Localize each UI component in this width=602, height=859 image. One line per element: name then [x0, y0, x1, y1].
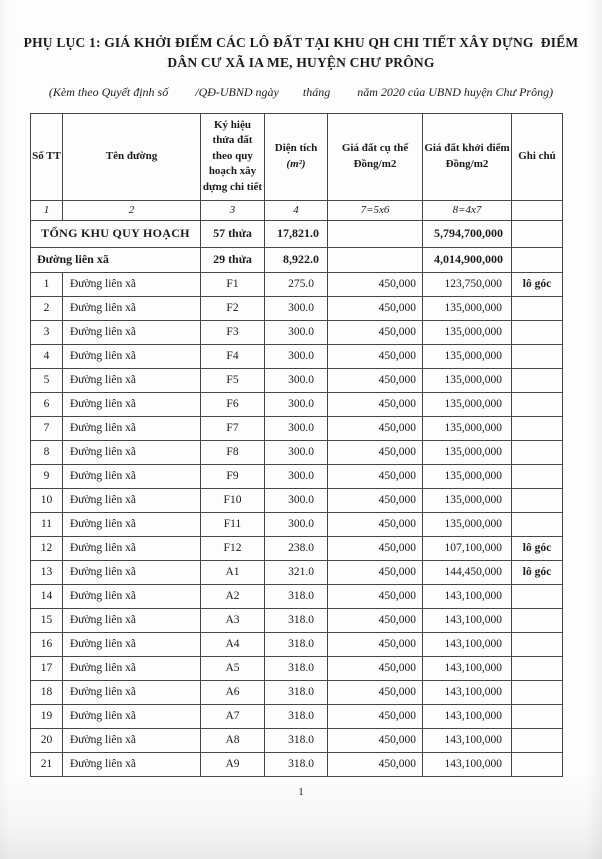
street-name: Đường liên xã [63, 488, 201, 512]
row-index: 8 [31, 440, 63, 464]
col-header-area: Diện tích (m²) [265, 113, 328, 200]
street-name: Đường liên xã [63, 272, 201, 296]
area-value: 275.0 [265, 272, 328, 296]
area-value: 300.0 [265, 368, 328, 392]
area-value: 300.0 [265, 320, 328, 344]
parcel-code: F2 [201, 296, 265, 320]
table-header-row [31, 113, 563, 200]
col-header-starting-price: Giá đất khởi điểm Đồng/m2 [423, 113, 512, 200]
unit-price-value: 450,000 [328, 536, 423, 560]
starting-price-value: 143,100,000 [423, 704, 512, 728]
note-value [512, 368, 563, 392]
parcel-code: A8 [201, 728, 265, 752]
note-value [512, 320, 563, 344]
table-row [31, 536, 563, 560]
street-name: Đường liên xã [63, 608, 201, 632]
note-value [512, 416, 563, 440]
starting-price-value: 135,000,000 [423, 296, 512, 320]
street-name: Đường liên xã [63, 320, 201, 344]
unit-price-value: 450,000 [328, 272, 423, 296]
table-row [31, 680, 563, 704]
col-header-parcel-code: Ký hiệu thửa đất theo quy hoạch xây dựng chi tiết [201, 113, 265, 200]
parcel-code: A3 [201, 608, 265, 632]
street-name: Đường liên xã [63, 368, 201, 392]
page-number: 1 [298, 785, 304, 798]
table-row [31, 704, 563, 728]
area-value: 300.0 [265, 440, 328, 464]
starting-price-value: 143,100,000 [423, 728, 512, 752]
unit-price-value: 450,000 [328, 584, 423, 608]
parcel-code: F5 [201, 368, 265, 392]
table-row [31, 608, 563, 632]
row-index: 13 [31, 560, 63, 584]
table-row [31, 632, 563, 656]
note-value [512, 584, 563, 608]
parcel-code: F10 [201, 488, 265, 512]
table-row [31, 272, 563, 296]
table-row [31, 512, 563, 536]
note-value [512, 752, 563, 776]
col-number: 2 [63, 200, 201, 220]
starting-price-value: 135,000,000 [423, 320, 512, 344]
unit-price-value: 450,000 [328, 320, 423, 344]
unit-price-value: 450,000 [328, 512, 423, 536]
street-name: Đường liên xã [63, 440, 201, 464]
note-value [512, 680, 563, 704]
row-index: 4 [31, 344, 63, 368]
row-index: 18 [31, 680, 63, 704]
area-value: 318.0 [265, 584, 328, 608]
unit-price-value: 450,000 [328, 416, 423, 440]
parcel-code: A1 [201, 560, 265, 584]
parcel-code: A9 [201, 752, 265, 776]
row-index: 21 [31, 752, 63, 776]
area-value: 318.0 [265, 728, 328, 752]
table-row [31, 392, 563, 416]
summary-area: 8,922.0 [265, 247, 328, 272]
summary-starting-price: 4,014,900,000 [423, 247, 512, 272]
note-value [512, 344, 563, 368]
summary-unit-price [328, 220, 423, 247]
note-value: lô góc [512, 272, 563, 296]
area-value: 318.0 [265, 632, 328, 656]
starting-price-value: 107,100,000 [423, 536, 512, 560]
unit-price-value: 450,000 [328, 296, 423, 320]
row-index: 16 [31, 632, 63, 656]
note-value [512, 656, 563, 680]
starting-price-value: 143,100,000 [423, 680, 512, 704]
summary-starting-price: 5,794,700,000 [423, 220, 512, 247]
area-value: 318.0 [265, 680, 328, 704]
street-name: Đường liên xã [63, 344, 201, 368]
parcel-code: A4 [201, 632, 265, 656]
table-row [31, 440, 563, 464]
street-name: Đường liên xã [63, 728, 201, 752]
table-row [31, 296, 563, 320]
row-index: 9 [31, 464, 63, 488]
unit-price-value: 450,000 [328, 728, 423, 752]
note-value [512, 632, 563, 656]
row-index: 2 [31, 296, 63, 320]
col-number: 7=5x6 [328, 200, 423, 220]
unit-price-value: 450,000 [328, 752, 423, 776]
street-name: Đường liên xã [63, 536, 201, 560]
row-index: 1 [31, 272, 63, 296]
parcel-code: F4 [201, 344, 265, 368]
street-name: Đường liên xã [63, 560, 201, 584]
note-value: lô góc [512, 536, 563, 560]
unit-price-value: 450,000 [328, 632, 423, 656]
summary-note [512, 247, 563, 272]
street-name: Đường liên xã [63, 464, 201, 488]
col-number: 8=4x7 [423, 200, 512, 220]
title-line-1: PHỤ LỤC 1: GIÁ KHỞI ĐIỂM CÁC LÔ ĐẤT TẠI KHU QH CHI TIẾT XÂY DỰNG ĐIỂM [23, 35, 579, 50]
unit-price-value: 450,000 [328, 608, 423, 632]
street-name: Đường liên xã [63, 632, 201, 656]
col-header-stt: Số TT [31, 113, 63, 200]
note-value [512, 608, 563, 632]
row-index: 6 [31, 392, 63, 416]
summary-label: Đường liên xã [31, 247, 201, 272]
row-index: 5 [31, 368, 63, 392]
starting-price-value: 135,000,000 [423, 392, 512, 416]
summary-row-total [31, 220, 563, 247]
street-name: Đường liên xã [63, 416, 201, 440]
note-value [512, 728, 563, 752]
area-value: 300.0 [265, 296, 328, 320]
table-row [31, 560, 563, 584]
note-value [512, 440, 563, 464]
parcel-code: F6 [201, 392, 265, 416]
area-value: 238.0 [265, 536, 328, 560]
title-line-2: DÂN CƯ XÃ IA ME, HUYỆN CHƯ PRÔNG [167, 55, 435, 71]
street-name: Đường liên xã [63, 656, 201, 680]
area-value: 318.0 [265, 608, 328, 632]
area-value: 300.0 [265, 464, 328, 488]
unit-price-value: 450,000 [328, 680, 423, 704]
unit-price-value: 450,000 [328, 440, 423, 464]
table-body [31, 220, 563, 776]
area-value: 318.0 [265, 704, 328, 728]
street-name: Đường liên xã [63, 296, 201, 320]
row-index: 15 [31, 608, 63, 632]
parcel-code: A7 [201, 704, 265, 728]
table-row [31, 656, 563, 680]
starting-price-value: 144,450,000 [423, 560, 512, 584]
street-name: Đường liên xã [63, 752, 201, 776]
note-value: lô góc [512, 560, 563, 584]
parcel-code: F9 [201, 464, 265, 488]
parcel-code: F8 [201, 440, 265, 464]
street-name: Đường liên xã [63, 512, 201, 536]
area-value: 318.0 [265, 752, 328, 776]
summary-unit-price [328, 247, 423, 272]
parcel-code: A2 [201, 584, 265, 608]
summary-parcels: 29 thửa [201, 247, 265, 272]
parcel-code: A5 [201, 656, 265, 680]
starting-price-value: 135,000,000 [423, 368, 512, 392]
unit-price-value: 450,000 [328, 704, 423, 728]
note-value [512, 464, 563, 488]
street-name: Đường liên xã [63, 680, 201, 704]
note-value [512, 392, 563, 416]
row-index: 19 [31, 704, 63, 728]
note-value [512, 488, 563, 512]
starting-price-value: 143,100,000 [423, 656, 512, 680]
summary-parcels: 57 thửa [201, 220, 265, 247]
starting-price-value: 135,000,000 [423, 344, 512, 368]
table-row [31, 728, 563, 752]
summary-row-street [31, 247, 563, 272]
document-title [0, 33, 602, 74]
table-row [31, 584, 563, 608]
parcel-code: F11 [201, 512, 265, 536]
area-value: 300.0 [265, 488, 328, 512]
row-index: 11 [31, 512, 63, 536]
area-value: 300.0 [265, 416, 328, 440]
col-number: 3 [201, 200, 265, 220]
street-name: Đường liên xã [63, 704, 201, 728]
starting-price-value: 135,000,000 [423, 512, 512, 536]
summary-note [512, 220, 563, 247]
note-value [512, 296, 563, 320]
parcel-code: A6 [201, 680, 265, 704]
parcel-code: F3 [201, 320, 265, 344]
col-number [512, 200, 563, 220]
unit-price-value: 450,000 [328, 344, 423, 368]
starting-price-value: 135,000,000 [423, 488, 512, 512]
street-name: Đường liên xã [63, 584, 201, 608]
table-row [31, 320, 563, 344]
unit-price-value: 450,000 [328, 464, 423, 488]
area-value: 321.0 [265, 560, 328, 584]
street-name: Đường liên xã [63, 392, 201, 416]
col-header-unit-price: Giá đất cụ thể Đồng/m2 [328, 113, 423, 200]
area-value: 300.0 [265, 392, 328, 416]
col-number: 1 [31, 200, 63, 220]
unit-price-value: 450,000 [328, 368, 423, 392]
starting-price-value: 135,000,000 [423, 440, 512, 464]
summary-label: TỔNG KHU QUY HOẠCH [31, 220, 201, 247]
parcel-code: F12 [201, 536, 265, 560]
row-index: 7 [31, 416, 63, 440]
column-numbering-row [31, 200, 563, 220]
row-index: 20 [31, 728, 63, 752]
col-header-street: Tên đường [63, 113, 201, 200]
land-price-table [30, 113, 563, 777]
summary-area: 17,821.0 [265, 220, 328, 247]
unit-price-value: 450,000 [328, 488, 423, 512]
area-value: 318.0 [265, 656, 328, 680]
note-value [512, 512, 563, 536]
starting-price-value: 135,000,000 [423, 464, 512, 488]
table-row [31, 344, 563, 368]
row-index: 3 [31, 320, 63, 344]
row-index: 17 [31, 656, 63, 680]
parcel-code: F7 [201, 416, 265, 440]
row-index: 10 [31, 488, 63, 512]
starting-price-value: 135,000,000 [423, 416, 512, 440]
row-index: 14 [31, 584, 63, 608]
table-row [31, 488, 563, 512]
col-header-note: Ghi chú [512, 113, 563, 200]
col-number: 4 [265, 200, 328, 220]
starting-price-value: 143,100,000 [423, 632, 512, 656]
unit-price-value: 450,000 [328, 392, 423, 416]
starting-price-value: 143,100,000 [423, 584, 512, 608]
area-value: 300.0 [265, 512, 328, 536]
unit-price-value: 450,000 [328, 560, 423, 584]
note-value [512, 704, 563, 728]
unit-price-value: 450,000 [328, 656, 423, 680]
table-row [31, 368, 563, 392]
starting-price-value: 123,750,000 [423, 272, 512, 296]
table-row [31, 752, 563, 776]
starting-price-value: 143,100,000 [423, 608, 512, 632]
area-value: 300.0 [265, 344, 328, 368]
parcel-code: F1 [201, 272, 265, 296]
starting-price-value: 143,100,000 [423, 752, 512, 776]
table-row [31, 416, 563, 440]
table-row [31, 464, 563, 488]
document-subtitle: (Kèm theo Quyết định số /QĐ-UBND ngày tháng năm 2020 của UBND huyện Chư Prông) [48, 84, 554, 99]
row-index: 12 [31, 536, 63, 560]
